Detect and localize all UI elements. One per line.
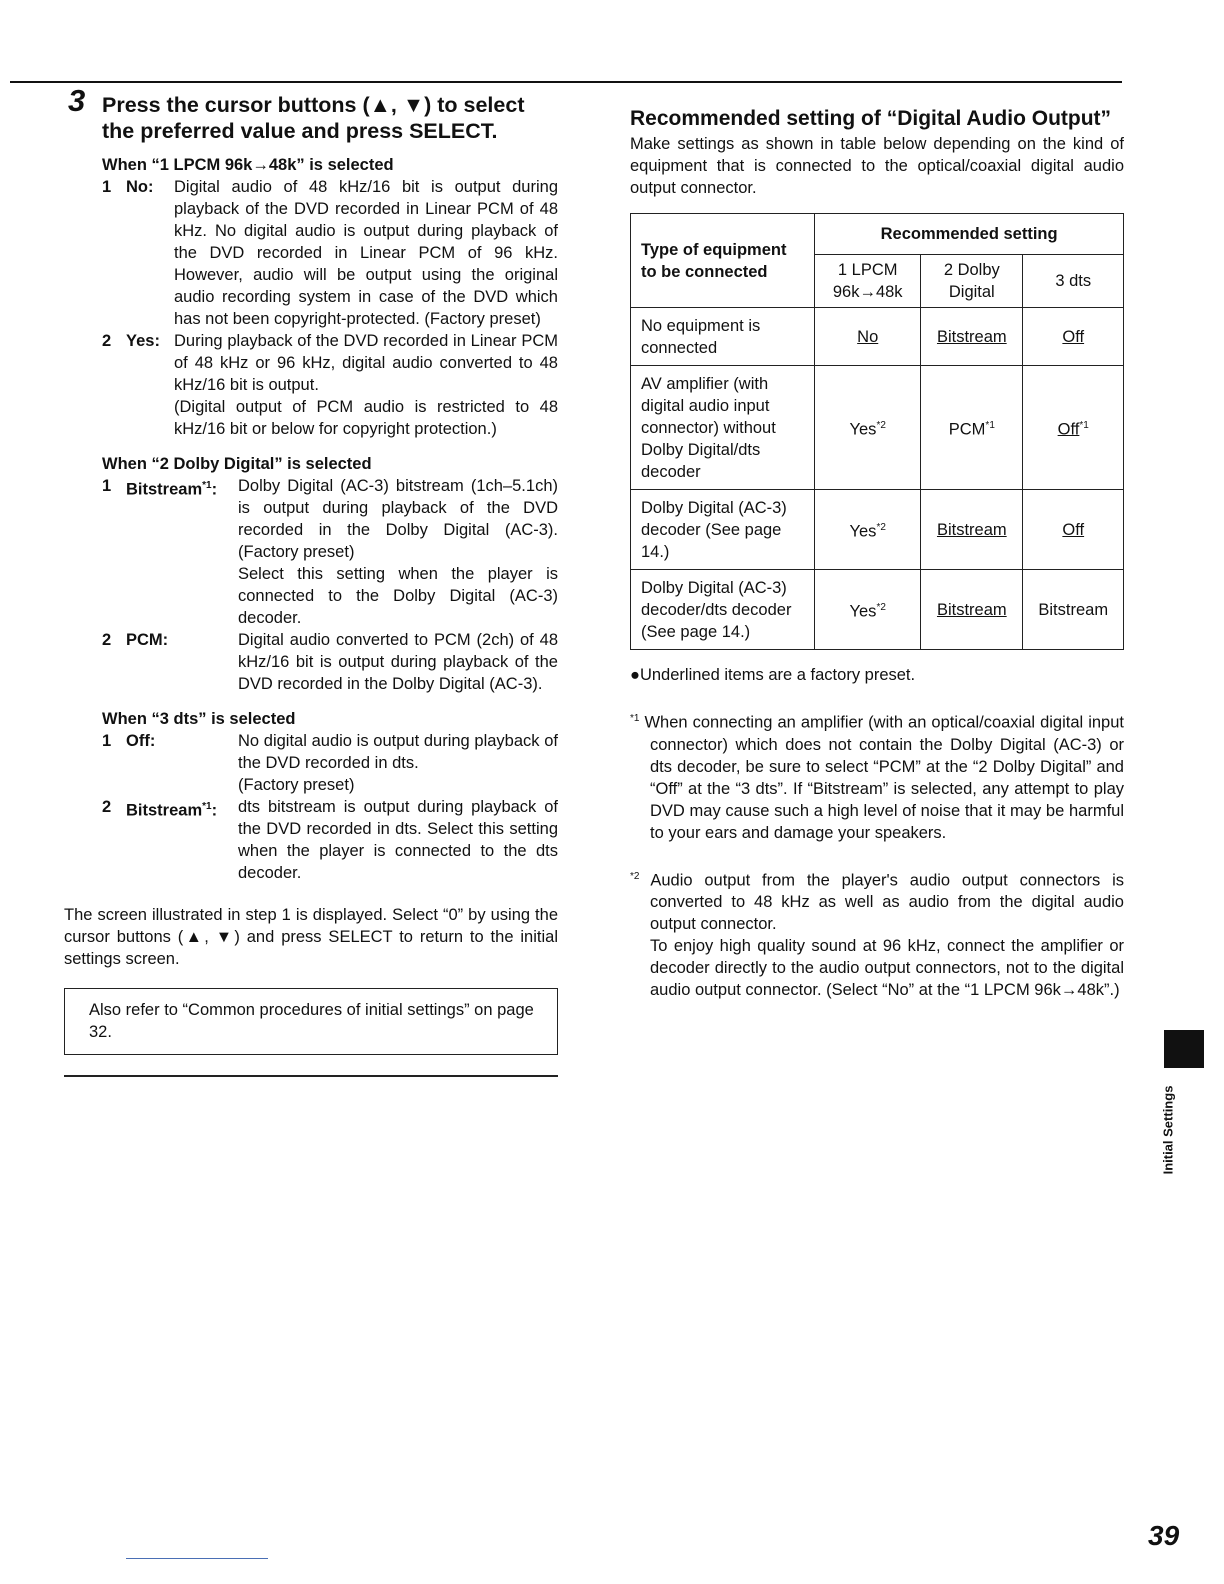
recommended-intro: Make settings as shown in table below depending on the kind of equipment that is connected to the optical/coaxial digital audio output connector. — [630, 135, 1124, 197]
reference-note-box: Also refer to “Common procedures of initial settings” on page 32. — [64, 988, 558, 1055]
cell-dts: Off$^{*1}$ — [1023, 366, 1124, 490]
footnote-mark: *2 — [876, 419, 886, 431]
step-heading — [64, 83, 558, 144]
group-header: Recommended setting — [815, 214, 1124, 255]
col-header-lpcm: 1 LPCM 96k→48k — [815, 255, 921, 308]
option-number: 2 — [102, 631, 112, 649]
dts-option-off — [102, 730, 558, 796]
option-text: dts bitstream is output during playback of the DVD recorded in dts. Select this setting when the player is connected to the dts decoder. — [238, 798, 558, 882]
cell-lpcm: No — [815, 308, 921, 366]
option-label: PCM: — [126, 631, 169, 649]
step-heading-text: Press the cursor buttons (▲, ▼) to select the preferred value and press SELECT. — [102, 93, 525, 143]
option-text: Dolby Digital (AC-3) bitstream (1ch–5.1ch) is output during playback of the DVD recorded in the Dolby Digital (AC-3). (Factory preset) — [238, 477, 558, 561]
option-number: 1 — [102, 178, 112, 196]
row-type: No equipment is connected — [631, 308, 815, 366]
row-type: AV amplifier (with digital audio input connector) without Dolby Digital/dts decoder — [631, 366, 815, 490]
table-header-row — [631, 214, 1124, 255]
cell-dolby: Bitstream — [921, 308, 1023, 366]
footnote-2-text-cont: To enjoy high quality sound at 96 kHz, connect the amplifier or decoder directly to the audio output connectors, not to the digital audio output connector. (Select “No” at the “1 LPCM 96k→48k”.) — [650, 937, 1124, 999]
side-tab-label: Initial Settings — [1160, 1085, 1176, 1175]
lpcm-subheading: When “1 LPCM 96k→48k” is selected — [102, 156, 394, 174]
footnote-mark: *1 — [630, 713, 640, 724]
closing-paragraph: The screen illustrated in step 1 is displayed. Select “0” by using the cursor buttons (▲, ▼) and press SELECT to return to the initial settings screen. — [64, 906, 558, 968]
option-text: Digital audio of 48 kHz/16 bit is output during playback of the DVD recorded in Linear PCM of 48 kHz. No digital audio is output during playback of the DVD recorded in Linear PCM of 96 kHz. However, audio will be output using the original audio recording system in case of the DVD which has not been copyright-protected. (Factory preset) — [174, 178, 558, 328]
dolby-subheading: When “2 Dolby Digital” is selected — [102, 455, 372, 473]
option-text-note: (Factory preset) — [238, 776, 355, 794]
option-label: Bitstream$^{*1}$: — [126, 801, 218, 820]
option-text: During playback of the DVD recorded in Linear PCM of 48 kHz or 96 kHz, digital audio converted to 48 kHz/16 bit is output. — [174, 332, 558, 394]
footnote-mark: *2 — [630, 870, 640, 882]
option-label: Off: — [126, 732, 156, 750]
right-column — [630, 106, 1124, 1001]
step-number: 3 — [68, 83, 86, 118]
dts-option-bitstream — [102, 796, 558, 884]
underline-note: ●Underlined items are a factory preset. — [630, 666, 916, 684]
table-row — [631, 308, 1124, 366]
cell-dts: Bitstream — [1023, 570, 1124, 650]
lpcm-option-yes — [102, 330, 558, 440]
option-number: 1 — [102, 477, 112, 495]
recommended-title: Recommended setting of “Digital Audio Output” — [630, 107, 1112, 130]
option-number: 2 — [102, 332, 112, 350]
option-text-note: Select this setting when the player is connected to the Dolby Digital (AC-3) decoder. — [238, 565, 558, 627]
footnote-mark: *2 — [876, 521, 886, 533]
top-rule — [10, 81, 1122, 83]
cell-lpcm: Yes$^{*2}$ — [815, 490, 921, 570]
option-number: 1 — [102, 732, 112, 750]
lpcm-section — [102, 154, 558, 884]
table-row — [631, 366, 1124, 490]
option-label: Bitstream$^{*1}$: — [126, 480, 218, 499]
col-header-dolby: 2 Dolby Digital — [921, 255, 1023, 308]
col-header-dts: 3 dts — [1023, 255, 1124, 308]
footnote-2-text: Audio output from the player's audio output connectors is converted to 48 kHz as well as audio from the digital audio output connector. — [650, 871, 1124, 933]
footnote-1-text: When connecting an amplifier (with an optical/coaxial digital input connector) which does not contain the Dolby Digital (AC-3) or dts decoder, be sure to select “PCM” at the “2 Dolby Digital” and “Off” at the “3 dts”. If “Bitstream” is selected, any attempt to play DVD may cause such a high level of noise that it may be harmful to your ears and damage your speakers. — [644, 713, 1124, 842]
option-text: Digital audio converted to PCM (2ch) of 48 kHz/16 bit is output during playback of the DVD recorded in the Dolby Digital (AC-3). — [238, 631, 558, 693]
footnote-1 — [630, 708, 1124, 844]
dolby-option-pcm — [102, 629, 558, 695]
bottom-rule — [64, 1075, 558, 1077]
footnote-mark: *1 — [985, 419, 995, 431]
left-column — [64, 83, 558, 1077]
side-tab-block — [1164, 1030, 1204, 1068]
option-number: 2 — [102, 798, 112, 816]
row-type: Dolby Digital (AC-3) decoder (See page 14.) — [631, 490, 815, 570]
footnote-mark: *1 — [202, 480, 212, 491]
option-label: Yes: — [126, 332, 160, 350]
footnote-mark: *2 — [876, 601, 886, 613]
dts-subheading: When “3 dts” is selected — [102, 710, 296, 728]
footnote-2 — [630, 866, 1124, 1002]
footer-mark — [126, 1558, 268, 1559]
cell-dts: Off — [1023, 308, 1124, 366]
cell-lpcm: Yes$^{*2}$ — [815, 570, 921, 650]
table-row — [631, 570, 1124, 650]
cell-dolby: PCM$^{*1}$ — [921, 366, 1023, 490]
footnote-mark: *1 — [202, 801, 212, 812]
option-text-note: (Digital output of PCM audio is restricted to 48 kHz/16 bit or below for copyright protection.) — [174, 398, 558, 438]
option-text: No digital audio is output during playback of the DVD recorded in dts. — [238, 732, 558, 772]
lpcm-option-no — [102, 176, 558, 330]
type-header: Type of equipment to be connected — [631, 214, 815, 308]
option-label: No: — [126, 178, 154, 196]
row-type: Dolby Digital (AC-3) decoder/dts decoder (See page 14.) — [631, 570, 815, 650]
cell-dts: Off — [1023, 490, 1124, 570]
cell-dolby: Bitstream — [921, 490, 1023, 570]
page-number: 39 — [1148, 1520, 1180, 1551]
cell-dolby: Bitstream — [921, 570, 1023, 650]
cell-lpcm: Yes$^{*2}$ — [815, 366, 921, 490]
table-row — [631, 490, 1124, 570]
dolby-option-bitstream — [102, 475, 558, 629]
footnote-mark: *1 — [1079, 419, 1089, 431]
recommended-settings-table — [630, 213, 1124, 650]
